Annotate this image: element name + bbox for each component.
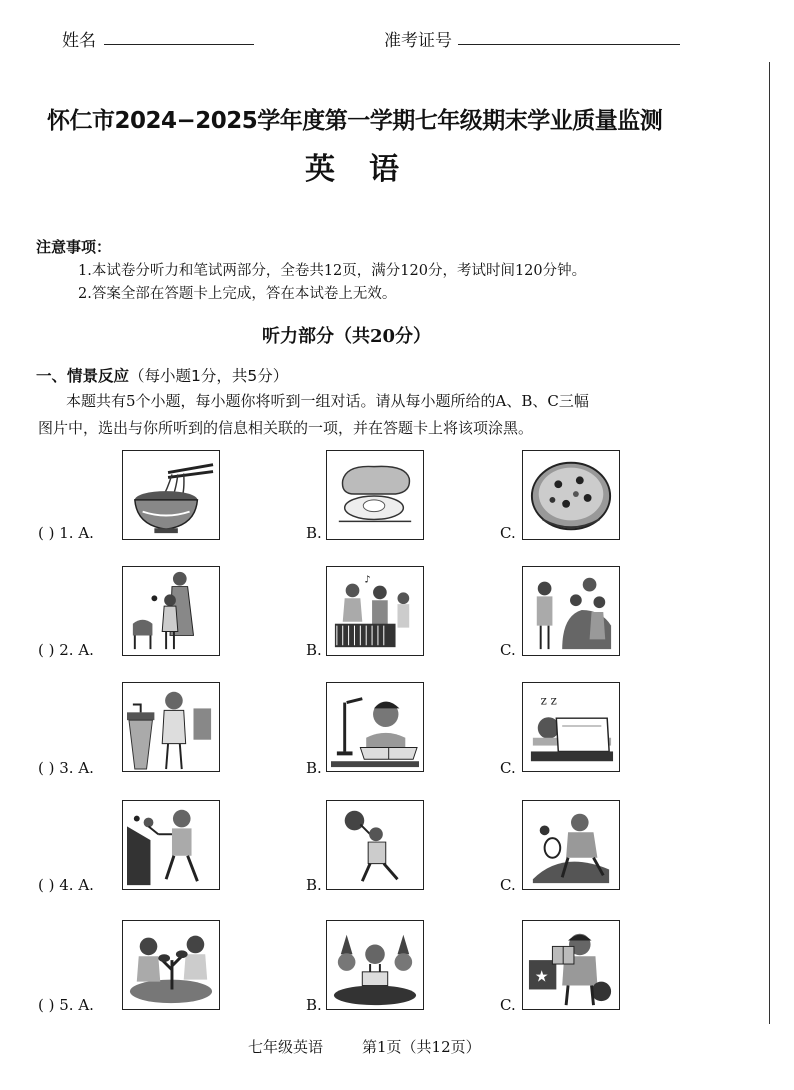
mother-child-pet-icon[interactable] xyxy=(122,566,220,656)
planting-trees-icon[interactable] xyxy=(122,920,220,1010)
part1-score: （每小题1分，共5分） xyxy=(129,367,289,385)
question-4-c-label: C. xyxy=(500,876,516,894)
question-3-label[interactable]: ( ) 3. A. xyxy=(38,759,94,777)
exam-id-label: 准考证号 xyxy=(384,31,452,51)
children-piano-icon[interactable] xyxy=(326,566,424,656)
question-3-c-label: C. xyxy=(500,759,516,777)
question-2-label[interactable]: ( ) 2. A. xyxy=(38,641,94,659)
question-3-b-label: B. xyxy=(306,759,322,777)
question-2-c-label: C. xyxy=(500,641,516,659)
question-1-c-label: C. xyxy=(500,524,516,542)
svg-text:♪: ♪ xyxy=(364,574,371,586)
name-field[interactable] xyxy=(104,44,254,45)
tennis-icon[interactable] xyxy=(522,800,620,890)
svg-text:z z: z z xyxy=(540,693,557,708)
ping-pong-icon[interactable] xyxy=(122,800,220,890)
part1-heading xyxy=(36,364,288,386)
birthday-party-icon[interactable] xyxy=(326,920,424,1010)
question-5-b-label: B. xyxy=(306,996,322,1014)
footer-page: 第1页（共12页） xyxy=(362,1038,481,1056)
question-2-b-label: B. xyxy=(306,641,322,659)
notice-heading: 注意事项： xyxy=(36,238,112,256)
boy-sleeping-icon[interactable] xyxy=(522,682,620,772)
section-title: 听力部分（共20分） xyxy=(262,326,432,347)
boy-with-gifts-icon[interactable] xyxy=(522,920,620,1010)
boy-washing-icon[interactable] xyxy=(122,682,220,772)
question-4-b-label: B. xyxy=(306,876,322,894)
part1-instructions-2: 图片中，选出与你所听到的信息相关联的一项，并在答题卡上将该项涂黑。 xyxy=(38,419,534,437)
footer-course: 七年级英语 xyxy=(248,1038,324,1056)
svg-text:★: ★ xyxy=(534,966,549,986)
part1-instructions-1: 本题共有5个小题，每小题你将听到一组对话。请从每小题所给的A、B、C三幅 xyxy=(66,392,589,410)
name-label: 姓名 xyxy=(62,31,96,51)
margin-line xyxy=(769,62,770,1024)
basketball-icon[interactable] xyxy=(326,800,424,890)
pizza-icon[interactable] xyxy=(522,450,620,540)
question-5-c-label: C. xyxy=(500,996,516,1014)
question-1-label[interactable]: ( ) 1. A. xyxy=(38,524,94,542)
boy-reading-icon[interactable] xyxy=(326,682,424,772)
exam-title: 怀仁市2024−2025学年度第一学期七年级期末学业质量监测 xyxy=(47,108,663,134)
noodles-icon[interactable] xyxy=(122,450,220,540)
notice-item-2: 2.答案全部在答题卡上完成，答在本试卷上无效。 xyxy=(78,286,397,302)
fried-egg-icon[interactable] xyxy=(326,450,424,540)
part1-title: 一、情景反应 xyxy=(36,367,130,385)
children-talking-icon[interactable] xyxy=(522,566,620,656)
exam-id-field[interactable] xyxy=(458,44,680,45)
notice-item-1: 1.本试卷分听力和笔试两部分，全卷共12页，满分120分，考试时间120分钟。 xyxy=(78,263,587,279)
subject-title: 英语 xyxy=(305,152,433,187)
question-4-label[interactable]: ( ) 4. A. xyxy=(38,876,94,894)
question-5-label[interactable]: ( ) 5. A. xyxy=(38,996,94,1014)
question-1-b-label: B. xyxy=(306,524,322,542)
